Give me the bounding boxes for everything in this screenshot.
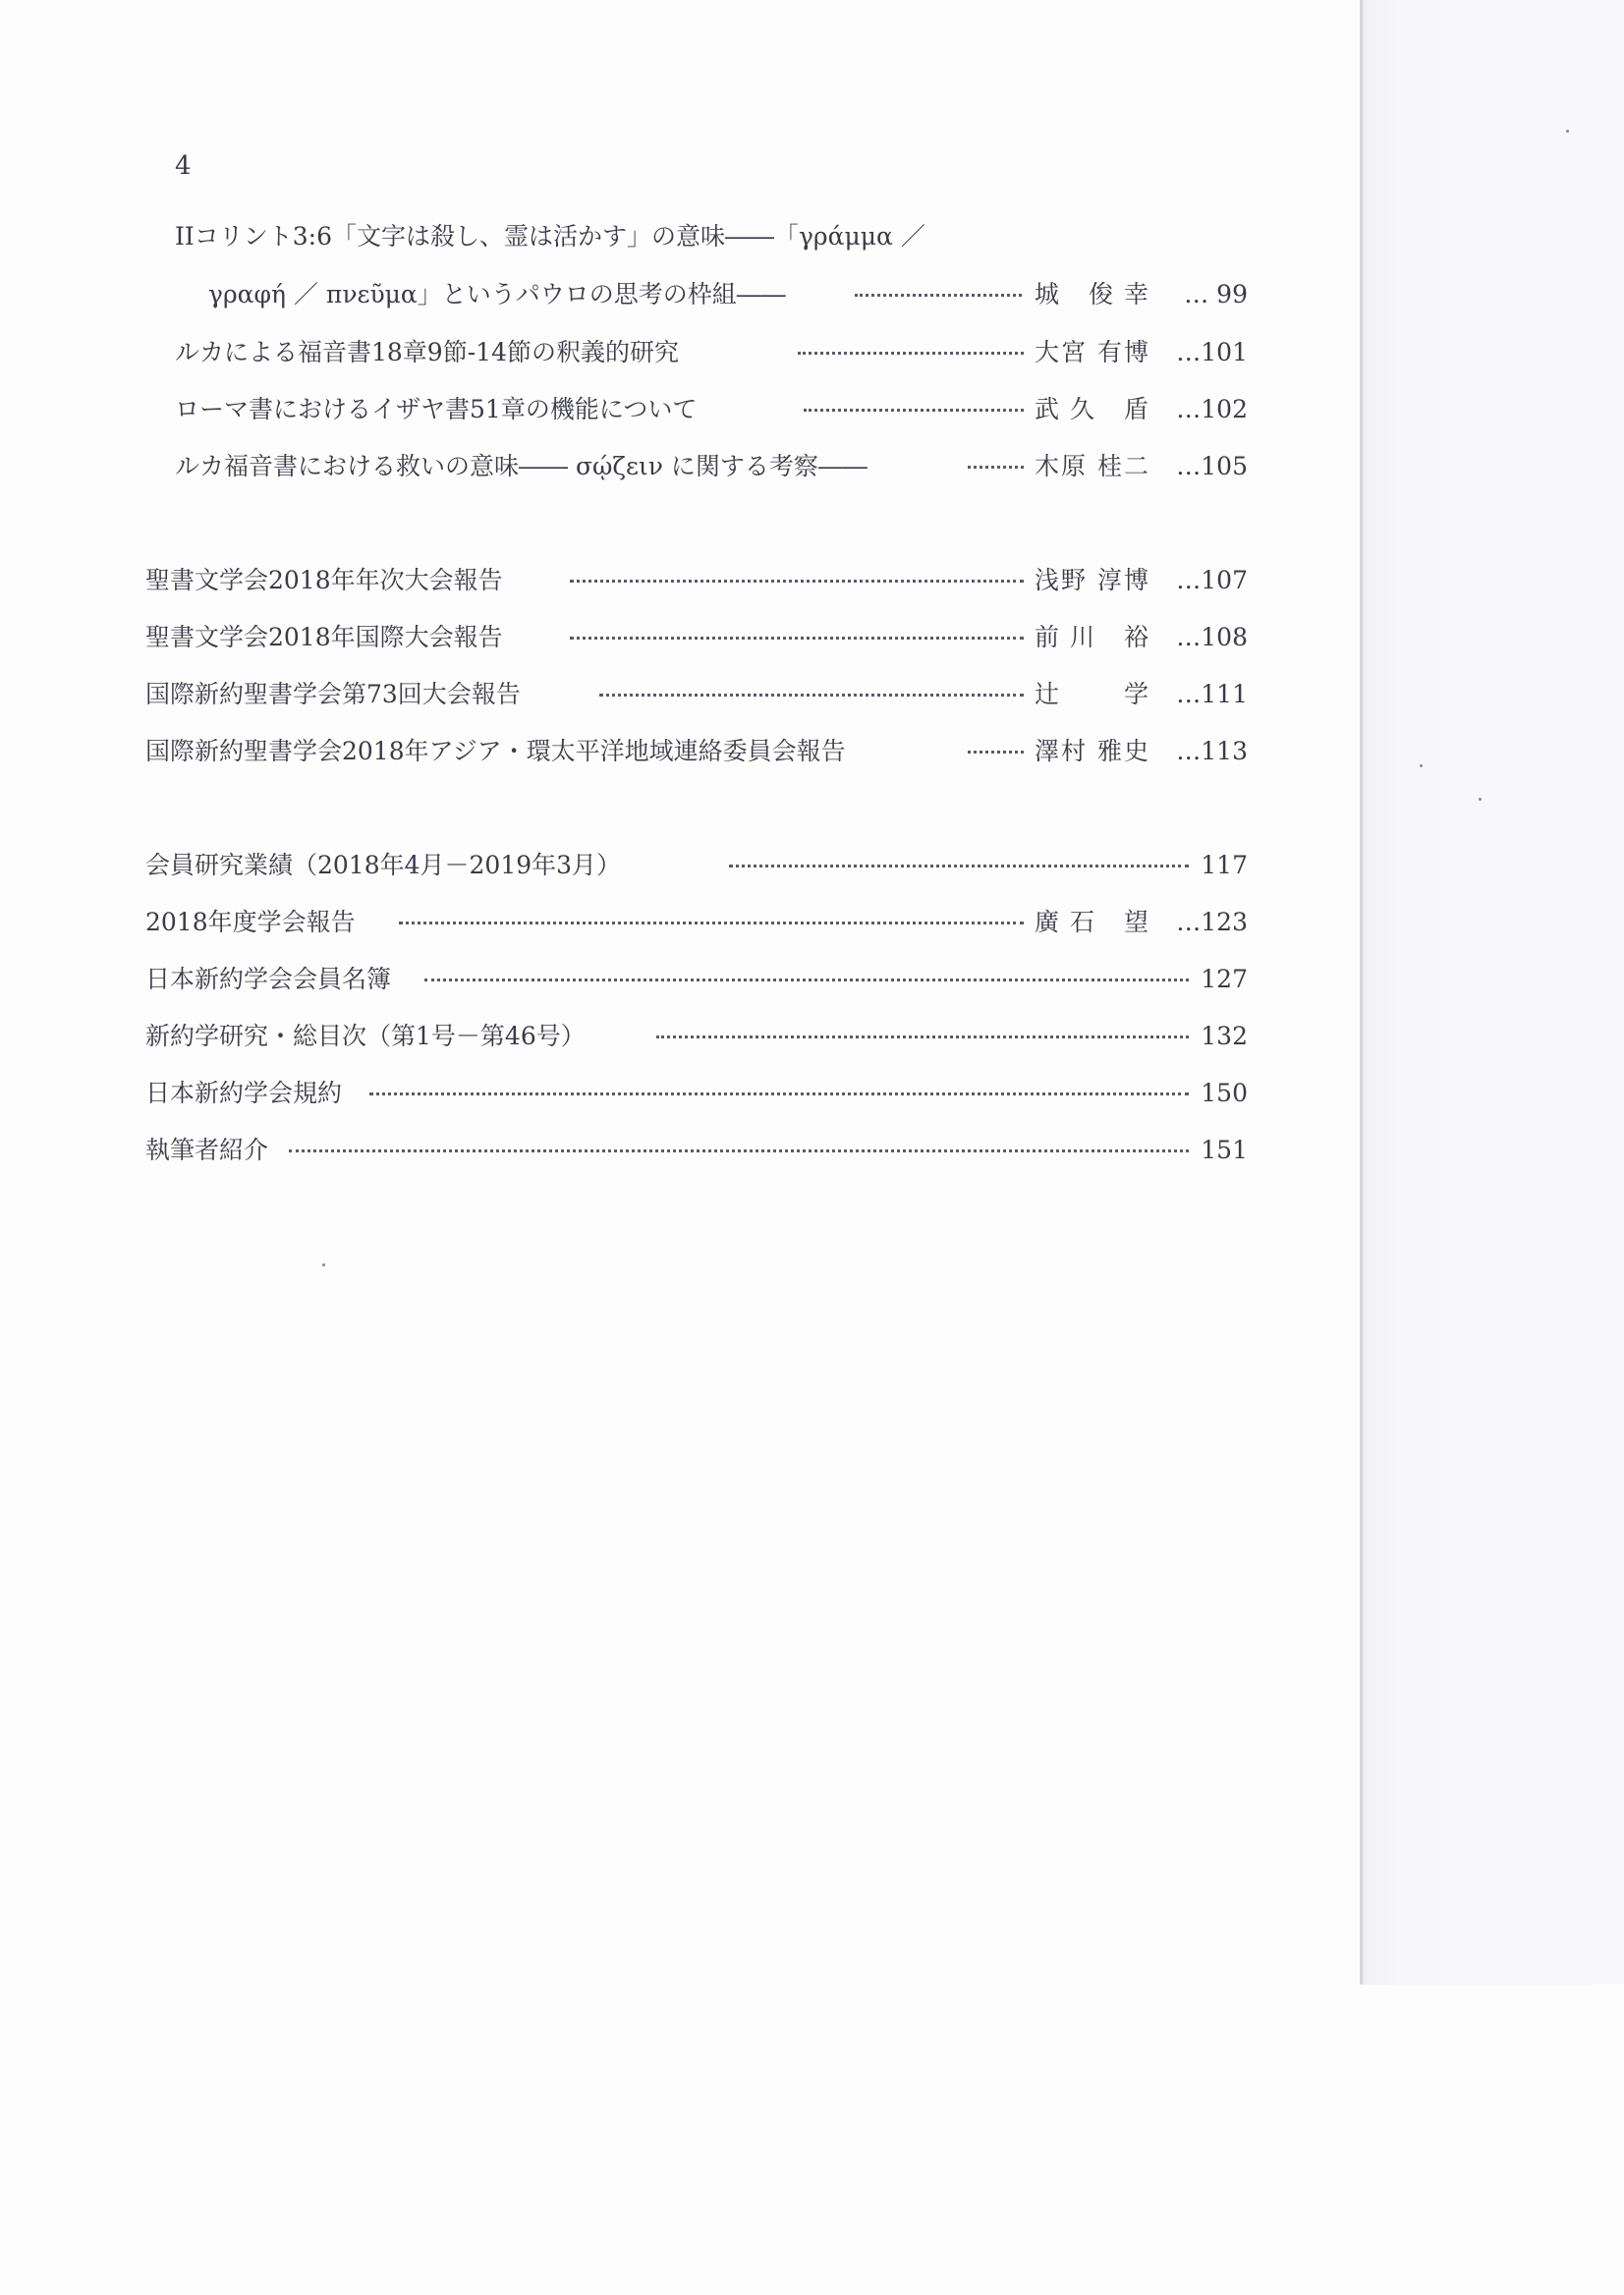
toc-entry-page: …107 <box>1176 566 1248 594</box>
toc-leader <box>289 1149 1189 1152</box>
toc-entry <box>0 333 1624 372</box>
toc-entry-page: 117 <box>1201 851 1248 879</box>
toc-entry-page: …102 <box>1176 395 1248 423</box>
toc-leader <box>399 922 1024 924</box>
toc-leader <box>855 294 1022 297</box>
toc-entry <box>0 960 1624 999</box>
toc-entry-title: ルカによる福音書18章9節-14節の釈義的研究 <box>175 338 679 366</box>
toc-entry-title: 国際新約聖書学会第73回大会報告 <box>145 680 521 708</box>
toc-entry <box>0 1017 1624 1056</box>
toc-entry-page: … 99 <box>1184 280 1248 308</box>
scan-speck <box>322 1263 325 1266</box>
toc-leader <box>424 979 1189 981</box>
toc-entry-title: ルカ福音書における救いの意味―― σῴζειν に関する考察―― <box>175 452 868 480</box>
toc-entry-page: …123 <box>1176 908 1248 936</box>
toc-entry-page: …113 <box>1176 737 1248 765</box>
toc-entry-title: 会員研究業績（2018年4月－2019年3月） <box>145 851 622 879</box>
toc-entry-page: 132 <box>1201 1022 1248 1050</box>
toc-entry <box>0 903 1624 942</box>
toc-entry <box>0 675 1624 714</box>
toc-entry-title: 国際新約聖書学会2018年アジア・環太平洋地域連絡委員会報告 <box>145 737 846 765</box>
toc-leader <box>968 751 1024 754</box>
toc-leader <box>369 1092 1189 1095</box>
page-number: 4 <box>175 151 192 181</box>
toc-leader <box>729 865 1189 868</box>
toc-entry <box>0 1131 1624 1170</box>
toc-entry-author: 澤村 雅史 <box>1035 737 1148 765</box>
toc-entry-continued <box>0 275 1624 314</box>
toc-entry-author: 廣石 望 <box>1035 908 1148 936</box>
toc-entry-author: 前川 裕 <box>1035 623 1148 651</box>
toc-leader <box>656 1036 1189 1038</box>
toc-entry-author: 城 俊幸 <box>1035 280 1148 308</box>
toc-entry-author: 木原 桂二 <box>1035 452 1148 480</box>
toc-entry-page: 150 <box>1201 1079 1248 1107</box>
toc-entry-page: 151 <box>1201 1136 1248 1164</box>
toc-entry-page: …105 <box>1176 452 1248 480</box>
toc-entry-title: ローマ書におけるイザヤ書51章の機能について <box>175 395 698 423</box>
toc-entry <box>0 561 1624 600</box>
toc-entry-title: 日本新約学会規約 <box>145 1079 343 1107</box>
toc-leader <box>599 694 1024 697</box>
toc-entry-title: 2018年度学会報告 <box>145 908 356 936</box>
toc-leader <box>570 580 1024 583</box>
toc-entry-title: 新約学研究・総目次（第1号－第46号） <box>145 1022 586 1050</box>
toc-entry-page: …101 <box>1176 338 1248 366</box>
toc-entry-author: 浅野 淳博 <box>1035 566 1148 594</box>
toc-entry-title: γραφή ／ πνεῦμα」というパウロの思考の枠組―― <box>208 280 786 308</box>
toc-entry-title: 聖書文学会2018年国際大会報告 <box>145 623 503 651</box>
toc-entry-author: 大宮 有博 <box>1035 338 1148 366</box>
toc-entry-title: IIコリント3:6「文字は殺し、霊は活かす」の意味――「γράμμα ／ <box>175 222 925 251</box>
scan-speck <box>1479 798 1482 801</box>
toc-entry <box>0 618 1624 657</box>
toc-entry-page: 127 <box>1201 965 1248 993</box>
toc-entry-title: 聖書文学会2018年年次大会報告 <box>145 566 503 594</box>
toc-leader <box>570 637 1024 640</box>
toc-entry <box>0 447 1624 486</box>
toc-entry-title: 執筆者紹介 <box>145 1136 269 1164</box>
toc-leader <box>968 466 1024 469</box>
toc-entry-author: 武久 盾 <box>1035 395 1148 423</box>
toc-entry-author: 辻 学 <box>1035 680 1148 708</box>
toc-leader <box>804 409 1024 412</box>
toc-entry-page: …111 <box>1176 680 1248 708</box>
toc-entry <box>0 846 1624 885</box>
toc-entry-title: 日本新約学会会員名簿 <box>145 965 392 993</box>
toc-entry <box>0 732 1624 771</box>
toc-leader <box>798 352 1024 355</box>
toc-entry <box>0 1074 1624 1113</box>
toc-entry <box>0 217 1624 256</box>
toc-entry-page: …108 <box>1176 623 1248 651</box>
scan-speck <box>1566 130 1569 133</box>
toc-entry <box>0 390 1624 429</box>
